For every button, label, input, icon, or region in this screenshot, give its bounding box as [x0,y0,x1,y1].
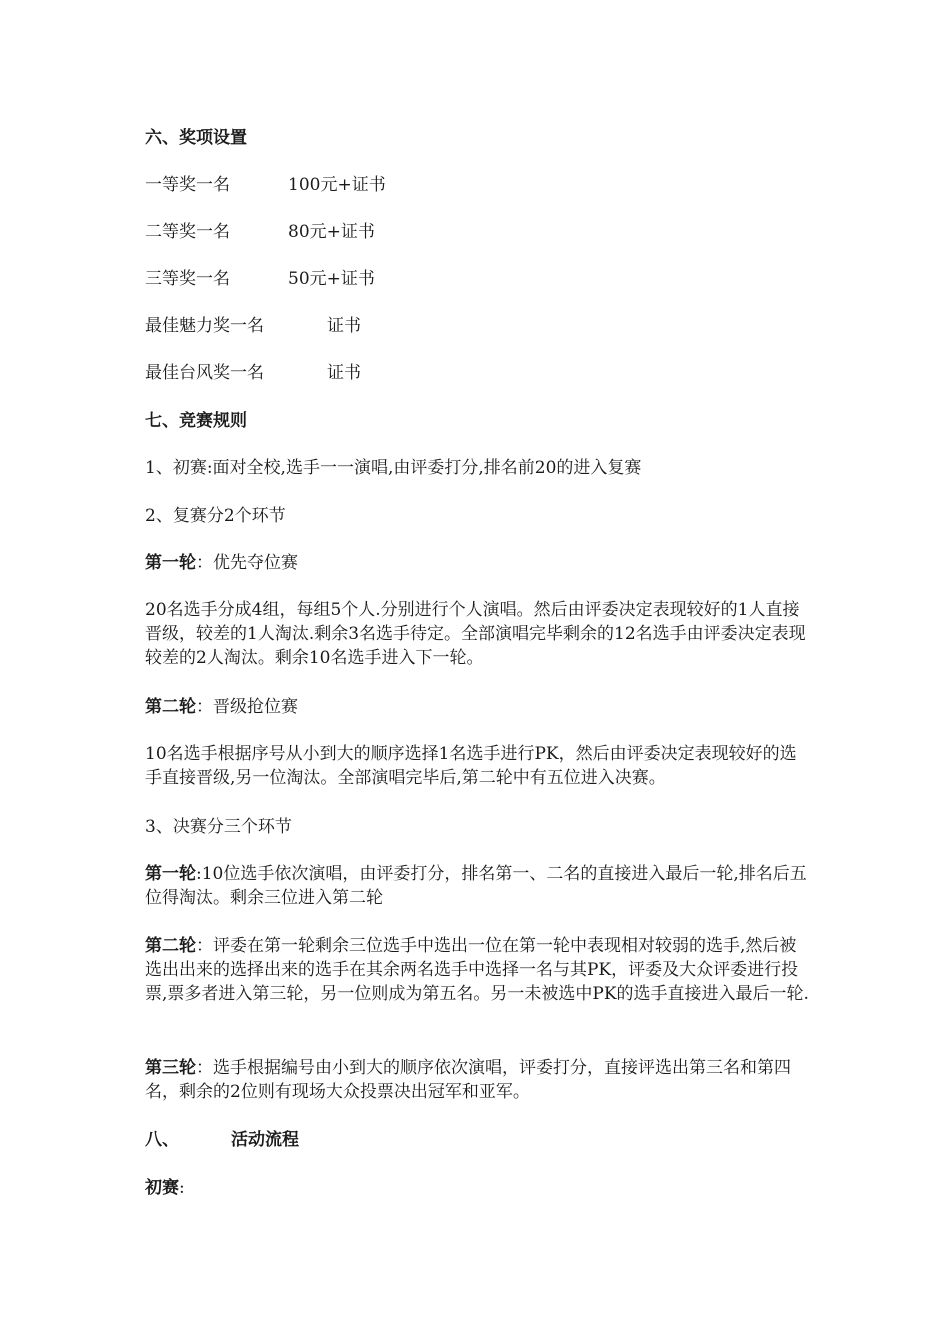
award-prize: 证书 [327,363,361,383]
award-row-5 [145,361,645,385]
final-round2-label: 第二轮 [145,936,196,956]
award-row-1 [145,173,645,197]
award-row-3 [145,267,645,291]
final-round3 [145,1056,810,1104]
final-round1-label: 第一轮 [145,864,196,884]
semi-round1-title: ：优先夺位赛 [196,553,298,573]
award-name: 最佳台风奖一名 [145,363,264,383]
award-prize: 100元+证书 [288,175,386,195]
section8-title: 活动流程 [231,1130,299,1150]
award-name: 二等奖一名 [145,222,230,242]
award-prize: 50元+证书 [288,269,375,289]
final-round1 [145,862,810,910]
award-prize: 证书 [327,316,361,336]
section6-title: 六、奖项设置 [145,128,247,148]
semi-round2-heading [145,695,298,719]
semi-round2-title: ：晋级抢位赛 [196,697,298,717]
section7-title: 七、竞赛规则 [145,411,247,431]
rule-item-3: 3、决赛分三个环节 [145,817,292,837]
semi-round2-label: 第二轮 [145,697,196,717]
final-round1-body: :10位选手依次演唱，由评委打分，排名第一、二名的直接进入最后一轮,排名后五位得淘汰。剩余三位进入第二轮 [145,864,807,908]
final-round3-label: 第三轮 [145,1058,196,1078]
final-round2 [145,934,810,1006]
final-round2-body: ：评委在第一轮剩余三位选手中选出一位在第一轮中表现相对较弱的选手,然后被选出出来的选择出来的选手在其余两名选手中选择一名与其PK，评委及大众评委进行投票,票多者进入第三轮，另一位则成为第五名。另一未被选中PK的选手直接进入最后一轮. [145,936,809,1004]
rule-item-2: 2、复赛分2个环节 [145,506,286,526]
award-name: 最佳魅力奖一名 [145,316,264,336]
award-name: 一等奖一名 [145,175,230,195]
section8-sub-label: 初赛 [145,1178,179,1198]
semi-round1-body: 20名选手分成4组，每组5个人.分别进行个人演唱。然后由评委决定表现较好的1人直接晋级，较差的1人淘汰.剩余3名选手待定。全部演唱完毕剩余的12名选手由评委决定表现较差的2人淘汰。剩余10名选手进入下一轮。 [145,600,806,668]
award-prize: 80元+证书 [288,222,375,242]
award-row-2 [145,220,645,244]
final-round3-body: ：选手根据编号由小到大的顺序依次演唱，评委打分，直接评选出第三名和第四名，剩余的2位则有现场大众投票决出冠军和亚军。 [145,1058,791,1102]
section8-number: 八、 [145,1130,179,1150]
section8-sub-colon: : [179,1178,185,1198]
semi-round2-body: 10名选手根据序号从小到大的顺序选择1名选手进行PK，然后由评委决定表现较好的选手直接晋级,另一位淘汰。全部演唱完毕后,第二轮中有五位进入决赛。 [145,744,797,788]
award-row-4 [145,314,645,338]
semi-round1-label: 第一轮 [145,553,196,573]
semi-round1-heading [145,551,298,575]
section8-sub [145,1176,185,1200]
award-name: 三等奖一名 [145,269,230,289]
rule-item-1: 1、初赛:面对全校,选手一一演唱,由评委打分,排名前20的进入复赛 [145,458,642,478]
